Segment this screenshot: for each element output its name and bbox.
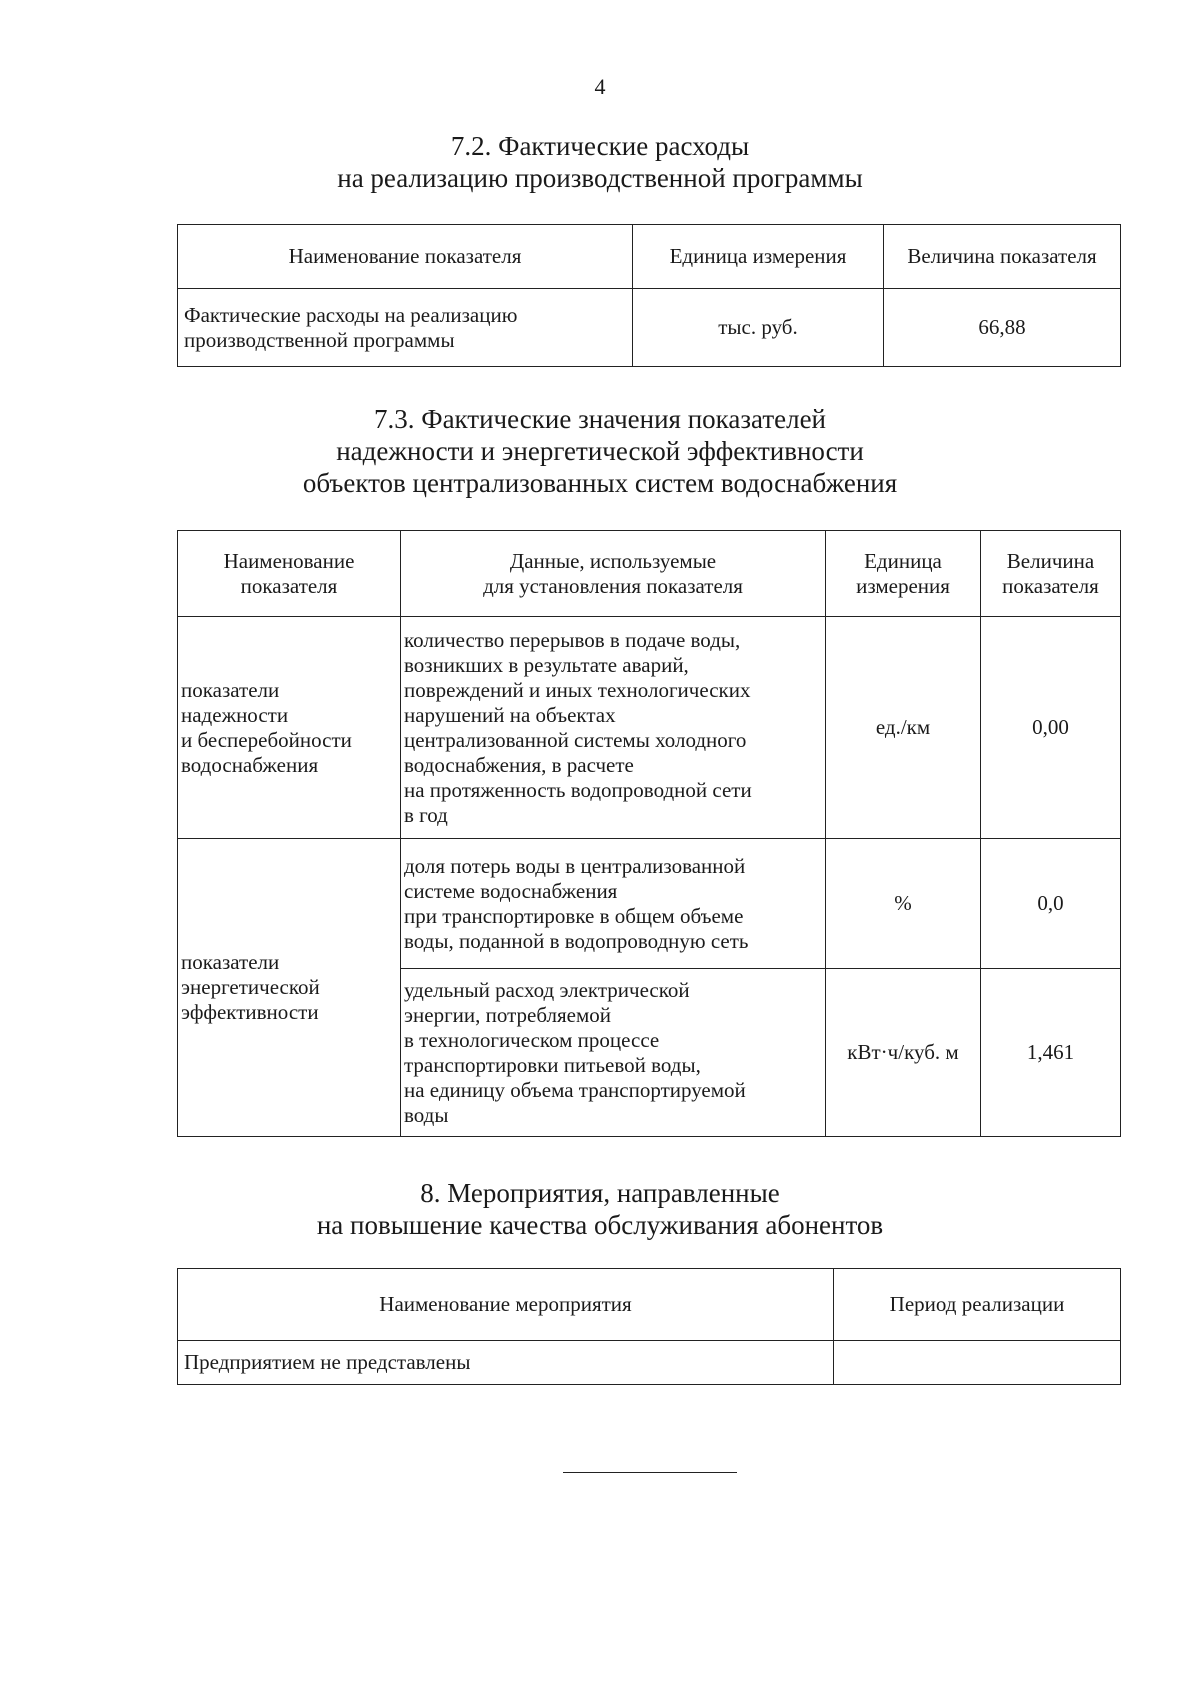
header-cell: Величина показателя: [884, 225, 1121, 289]
table-header-row: [178, 225, 1121, 289]
title-line: 7.2. Фактические расходы: [450, 131, 750, 161]
cell-line: показателя: [240, 573, 338, 598]
indicator-name-cell: [178, 839, 401, 1137]
cell-line: Единица: [864, 548, 942, 573]
cell-line: показателя: [1002, 573, 1099, 598]
cell-line: при транспортировке в общем объеме: [404, 903, 744, 928]
period-cell: [834, 1341, 1121, 1385]
header-cell: Период реализации: [834, 1269, 1121, 1341]
section-7-2-title: [0, 130, 1200, 194]
cell-line: возникших в результате аварий,: [404, 652, 689, 677]
cell-line: воды, поданной в водопроводную сеть: [404, 928, 749, 953]
cell-line: измерения: [856, 573, 950, 598]
table-row: [178, 1341, 1121, 1385]
cell-line: Данные, используемые: [509, 548, 717, 573]
indicator-name-cell: [178, 617, 401, 839]
value-cell: 1,461: [981, 969, 1121, 1137]
header-cell: [401, 531, 826, 617]
section-7-3-title: [0, 403, 1200, 499]
end-separator-line: [563, 1472, 737, 1473]
cell-line: производственной программы: [184, 327, 455, 352]
cell-line: Фактические расходы на реализацию: [184, 302, 518, 327]
cell-line: и бесперебойности: [181, 727, 352, 752]
table-row: [178, 289, 1121, 367]
cell-line: количество перерывов в подаче воды,: [404, 627, 741, 652]
cell-line: показатели: [181, 677, 280, 702]
header-cell: [826, 531, 981, 617]
cell-line: повреждений и иных технологических: [404, 677, 751, 702]
cell-line: энергетической: [181, 975, 320, 999]
cell-line: воды: [404, 1102, 449, 1127]
indicator-data-cell: [401, 617, 826, 839]
cell-line: системе водоснабжения: [404, 878, 618, 903]
cell-line: в год: [404, 802, 448, 827]
cell-line: надежности: [181, 702, 289, 727]
table-row: [178, 839, 1121, 969]
value-cell: 0,00: [981, 617, 1121, 839]
indicators-table: [177, 530, 1121, 1137]
header-cell: Наименование мероприятия: [178, 1269, 834, 1341]
cell-line: на протяженность водопроводной сети: [404, 777, 752, 802]
title-line: 7.3. Фактические значения показателей: [373, 404, 827, 434]
table-header-row: [178, 531, 1121, 617]
value-cell: 66,88: [884, 289, 1121, 367]
cell-line: на единицу объема транспортируемой: [404, 1077, 746, 1102]
measure-name-cell: Предприятием не представлены: [178, 1341, 834, 1385]
indicator-data-cell: [401, 969, 826, 1137]
unit-cell: ед./км: [826, 617, 981, 839]
indicator-data-cell: [401, 839, 826, 969]
header-cell: Наименование показателя: [178, 225, 633, 289]
actual-expenses-table: [177, 224, 1121, 367]
cell-line: эффективности: [181, 1000, 319, 1024]
cell-line: Величина: [1006, 548, 1095, 573]
title-line: надежности и энергетической эффективности: [336, 436, 864, 466]
header-cell: [178, 531, 401, 617]
cell-line: показатели: [181, 950, 280, 974]
title-line: объектов централизованных систем водоснабжения: [302, 468, 898, 498]
cell-line: доля потерь воды в централизованной: [404, 853, 746, 878]
indicator-name-cell: [178, 289, 633, 367]
table-header-row: [178, 1269, 1121, 1341]
table-row: [178, 617, 1121, 839]
cell-line: транспортировки питьевой воды,: [404, 1052, 701, 1077]
cell-line: водоснабжения, в расчете: [404, 752, 634, 777]
unit-cell: кВт·ч/куб. м: [826, 969, 981, 1137]
header-cell: Единица измерения: [633, 225, 884, 289]
title-line: на реализацию производственной программы: [337, 163, 863, 193]
cell-line: в технологическом процессе: [404, 1027, 660, 1052]
cell-line: Наименование: [223, 548, 355, 573]
cell-line: нарушений на объектах: [404, 702, 616, 727]
title-line: на повышение качества обслуживания абонентов: [316, 1210, 884, 1240]
section-8-title: [0, 1177, 1200, 1241]
cell-line: для установления показателя: [483, 573, 743, 598]
cell-line: водоснабжения: [181, 752, 319, 777]
title-line: 8. Мероприятия, направленные: [420, 1178, 780, 1208]
header-cell: [981, 531, 1121, 617]
cell-line: удельный расход электрической: [404, 977, 690, 1002]
unit-cell: тыс. руб.: [633, 289, 884, 367]
unit-cell: %: [826, 839, 981, 969]
measures-table: [177, 1268, 1121, 1385]
value-cell: 0,0: [981, 839, 1121, 969]
page-number: 4: [594, 74, 606, 99]
cell-line: централизованной системы холодного: [404, 727, 747, 752]
cell-line: энергии, потребляемой: [404, 1002, 612, 1027]
